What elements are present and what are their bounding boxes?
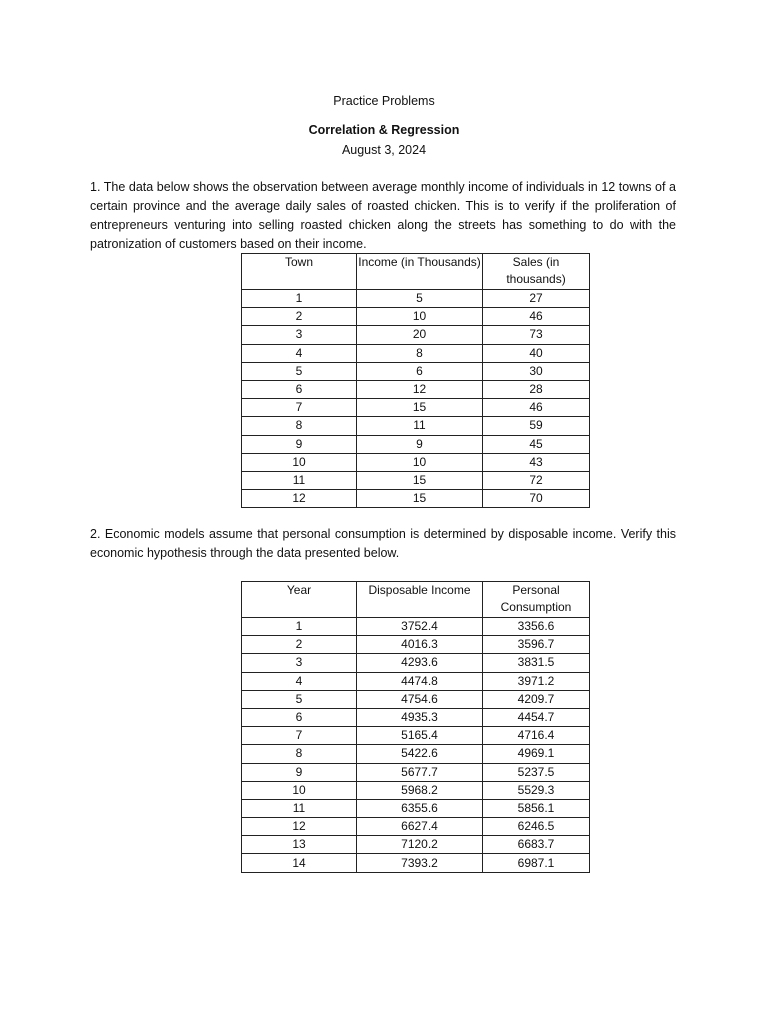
table-cell: 5 <box>357 290 483 308</box>
page-title: Practice Problems <box>333 94 435 108</box>
table-cell: 15 <box>357 490 483 508</box>
table-header-row <box>242 254 590 290</box>
table-cell: 3596.7 <box>483 636 590 654</box>
table-row <box>242 308 590 326</box>
table-cell: 8 <box>242 745 357 763</box>
income-consumption-table <box>241 581 590 873</box>
table-row <box>242 799 590 817</box>
table-cell: 15 <box>357 399 483 417</box>
table-cell: 5856.1 <box>483 799 590 817</box>
table-cell: 6987.1 <box>483 854 590 872</box>
table-header-row <box>242 582 590 618</box>
table-cell: 1 <box>242 290 357 308</box>
table-cell: 4209.7 <box>483 690 590 708</box>
table-cell: 5165.4 <box>357 727 483 745</box>
table-cell: 27 <box>483 290 590 308</box>
table-row <box>242 654 590 672</box>
table-cell: 11 <box>357 417 483 435</box>
table-row <box>242 618 590 636</box>
table-cell: 2 <box>242 308 357 326</box>
table-cell: 46 <box>483 399 590 417</box>
table-cell: 6246.5 <box>483 818 590 836</box>
table-cell: 10 <box>357 453 483 471</box>
table-cell: 4474.8 <box>357 672 483 690</box>
table-cell: 1 <box>242 618 357 636</box>
table-cell: 5 <box>242 362 357 380</box>
table-cell: 7120.2 <box>357 836 483 854</box>
table-cell: 9 <box>242 763 357 781</box>
column-header-disposable-income: Disposable Income <box>357 582 483 618</box>
table-row <box>242 453 590 471</box>
table-cell: 12 <box>242 818 357 836</box>
table-row <box>242 471 590 489</box>
table-cell: 8 <box>357 344 483 362</box>
table-cell: 5677.7 <box>357 763 483 781</box>
table-row <box>242 326 590 344</box>
table-row <box>242 380 590 398</box>
table-cell: 4716.4 <box>483 727 590 745</box>
table-row <box>242 727 590 745</box>
table-cell: 10 <box>242 453 357 471</box>
table-cell: 11 <box>242 471 357 489</box>
page-date: August 3, 2024 <box>341 143 427 157</box>
table-cell: 6 <box>242 708 357 726</box>
table-cell: 10 <box>242 781 357 799</box>
table-cell: 45 <box>483 435 590 453</box>
table-cell: 3971.2 <box>483 672 590 690</box>
column-header-sales: Sales (in thousands) <box>483 254 590 290</box>
table-cell: 10 <box>357 308 483 326</box>
problem-2-text: 2. Economic models assume that personal consumption is determined by disposable income. Verify this economic hypothesis through the data presented below. <box>90 527 676 560</box>
table-cell: 30 <box>483 362 590 380</box>
table-cell: 14 <box>242 854 357 872</box>
table-row <box>242 399 590 417</box>
table-cell: 3831.5 <box>483 654 590 672</box>
column-header-year: Year <box>242 582 357 618</box>
table-cell: 5529.3 <box>483 781 590 799</box>
table-cell: 40 <box>483 344 590 362</box>
table-cell: 4293.6 <box>357 654 483 672</box>
column-header-income: Income (in Thousands) <box>357 254 483 290</box>
table-cell: 9 <box>357 435 483 453</box>
table-cell: 4 <box>242 672 357 690</box>
table-cell: 5422.6 <box>357 745 483 763</box>
table-cell: 3356.6 <box>483 618 590 636</box>
table-cell: 4454.7 <box>483 708 590 726</box>
table-cell: 12 <box>357 380 483 398</box>
table-cell: 13 <box>242 836 357 854</box>
table-cell: 72 <box>483 471 590 489</box>
table-cell: 43 <box>483 453 590 471</box>
table-row <box>242 836 590 854</box>
table-cell: 5237.5 <box>483 763 590 781</box>
column-header-town: Town <box>242 254 357 290</box>
table-row <box>242 854 590 872</box>
page-subtitle: Correlation & Regression <box>308 123 460 137</box>
column-header-personal-consumption: Personal Consumption <box>483 582 590 618</box>
table-cell: 20 <box>357 326 483 344</box>
table-cell: 5 <box>242 690 357 708</box>
table-cell: 4 <box>242 344 357 362</box>
table-row <box>242 763 590 781</box>
table-cell: 4016.3 <box>357 636 483 654</box>
table-cell: 4969.1 <box>483 745 590 763</box>
table-row <box>242 636 590 654</box>
table-cell: 7 <box>242 727 357 745</box>
income-sales-table <box>241 253 590 508</box>
table-cell: 73 <box>483 326 590 344</box>
table-row <box>242 745 590 763</box>
table-cell: 7 <box>242 399 357 417</box>
table-cell: 8 <box>242 417 357 435</box>
table-cell: 3752.4 <box>357 618 483 636</box>
problem-1-text: 1. The data below shows the observation between average monthly income of individuals in 12 towns of a certain province and the average daily sales of roasted chicken. This is to verify if the proliferation of entrepreneurs venturing into selling roasted chicken along the streets has something to do with the patronization of customers based on their income. <box>90 180 676 251</box>
table-row <box>242 818 590 836</box>
table-cell: 9 <box>242 435 357 453</box>
table-cell: 3 <box>242 326 357 344</box>
table-row <box>242 690 590 708</box>
table-cell: 6355.6 <box>357 799 483 817</box>
table-cell: 6627.4 <box>357 818 483 836</box>
table-row <box>242 781 590 799</box>
table-row <box>242 290 590 308</box>
table-cell: 12 <box>242 490 357 508</box>
table-cell: 6 <box>357 362 483 380</box>
table-cell: 11 <box>242 799 357 817</box>
table-cell: 4754.6 <box>357 690 483 708</box>
table-cell: 70 <box>483 490 590 508</box>
table-row <box>242 344 590 362</box>
table-cell: 6683.7 <box>483 836 590 854</box>
table-cell: 7393.2 <box>357 854 483 872</box>
table-row <box>242 435 590 453</box>
table-cell: 15 <box>357 471 483 489</box>
table-row <box>242 672 590 690</box>
table-cell: 2 <box>242 636 357 654</box>
table-cell: 6 <box>242 380 357 398</box>
table-cell: 59 <box>483 417 590 435</box>
table-cell: 46 <box>483 308 590 326</box>
table-cell: 28 <box>483 380 590 398</box>
table-row <box>242 417 590 435</box>
table-row <box>242 362 590 380</box>
table-cell: 5968.2 <box>357 781 483 799</box>
table-row <box>242 490 590 508</box>
table-row <box>242 708 590 726</box>
table-cell: 4935.3 <box>357 708 483 726</box>
table-cell: 3 <box>242 654 357 672</box>
